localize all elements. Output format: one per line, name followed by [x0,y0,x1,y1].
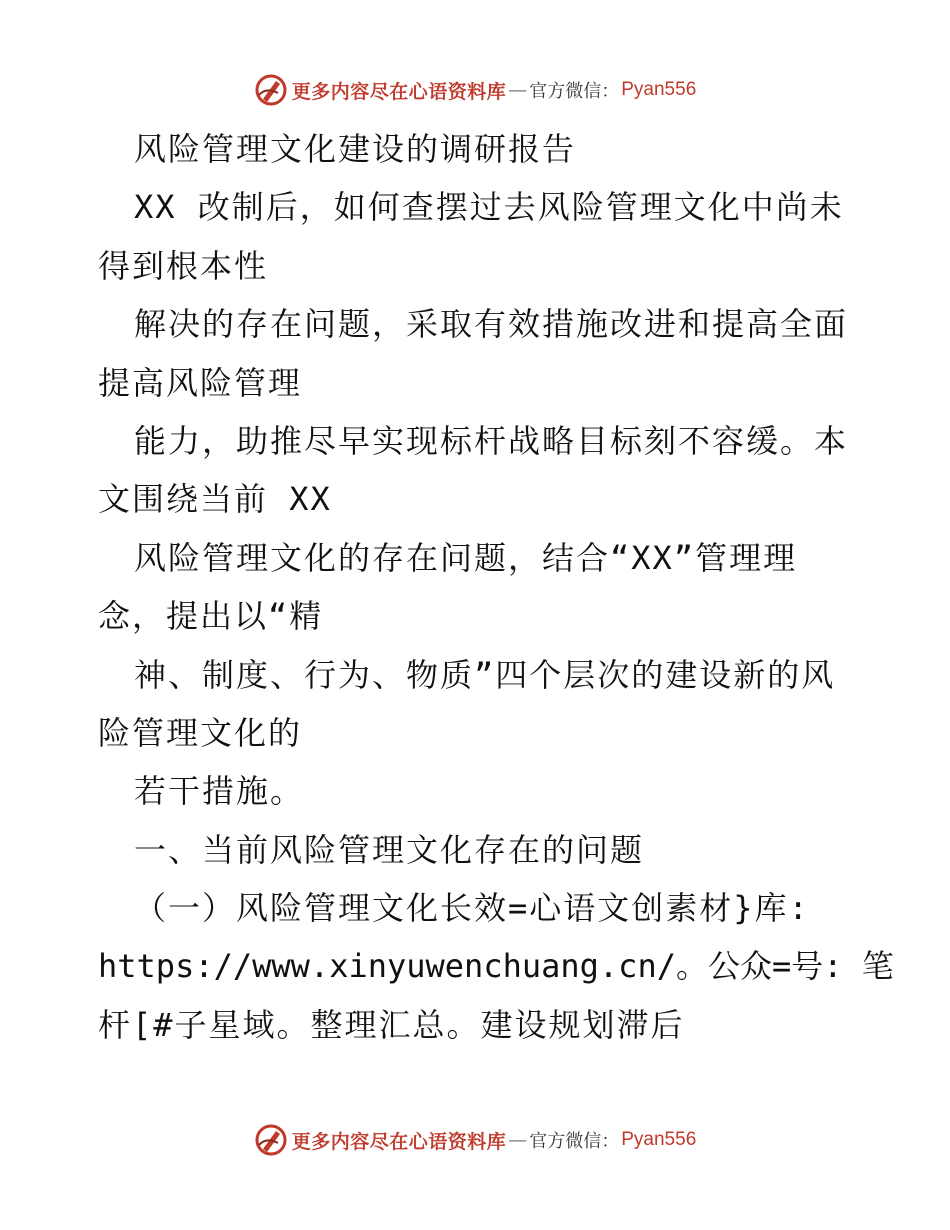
header-watermark [0,72,950,108]
document-body [98,120,894,1054]
subsection-heading: （一）风险管理文化长效=心语文创素材}库: [134,889,810,928]
watermark-wechat-label: 官方微信： [529,1131,620,1152]
watermark-brand-text: 更多内容尽在心语资料库 [291,1130,507,1153]
paragraph-line: 能力，助推尽早实现标杆战略目标刻不容缓。本 [134,421,849,460]
paragraph-line: 提高风险管理 [98,363,303,402]
paragraph-line: 险管理文化的 [98,713,303,752]
watermark-wechat-id: Pyan556 [621,79,697,100]
pen-nib-logo-icon [254,1123,288,1157]
watermark-wechat-label: 官方微信： [529,81,620,102]
watermark-dash: — [508,79,528,101]
paragraph-line: 得到根本性 [98,246,269,285]
watermark-dash: — [508,1129,528,1151]
paragraph-line: 念，提出以“精 [98,597,324,636]
paragraph-line: 解决的存在问题，采取有效措施改进和提高全面 [134,305,849,344]
paragraph-line-url: https://www.xinyuwenchuang.cn/。公众=号: 笔 [98,947,894,986]
footer-watermark [0,1122,950,1158]
watermark-brand-text: 更多内容尽在心语资料库 [291,80,507,103]
paragraph-line: 风险管理文化的存在问题，结合“XX”管理理 [134,538,798,577]
document-title: 风险管理文化建设的调研报告 [134,130,577,168]
pen-nib-logo-icon [254,73,288,107]
section-heading: 一、当前风险管理文化存在的问题 [134,830,645,869]
paragraph-line: XX 改制后，如何查摆过去风险管理文化中尚未 [134,188,844,227]
watermark-wechat-id: Pyan556 [621,1129,697,1150]
paragraph-line: 神、制度、行为、物质”四个层次的建设新的风 [134,655,836,694]
paragraph-line: 文围绕当前 XX [98,480,332,519]
paragraph-line: 若干措施。 [134,772,305,811]
paragraph-line: 杆[#子星域。整理汇总。建设规划滞后 [98,1005,685,1044]
